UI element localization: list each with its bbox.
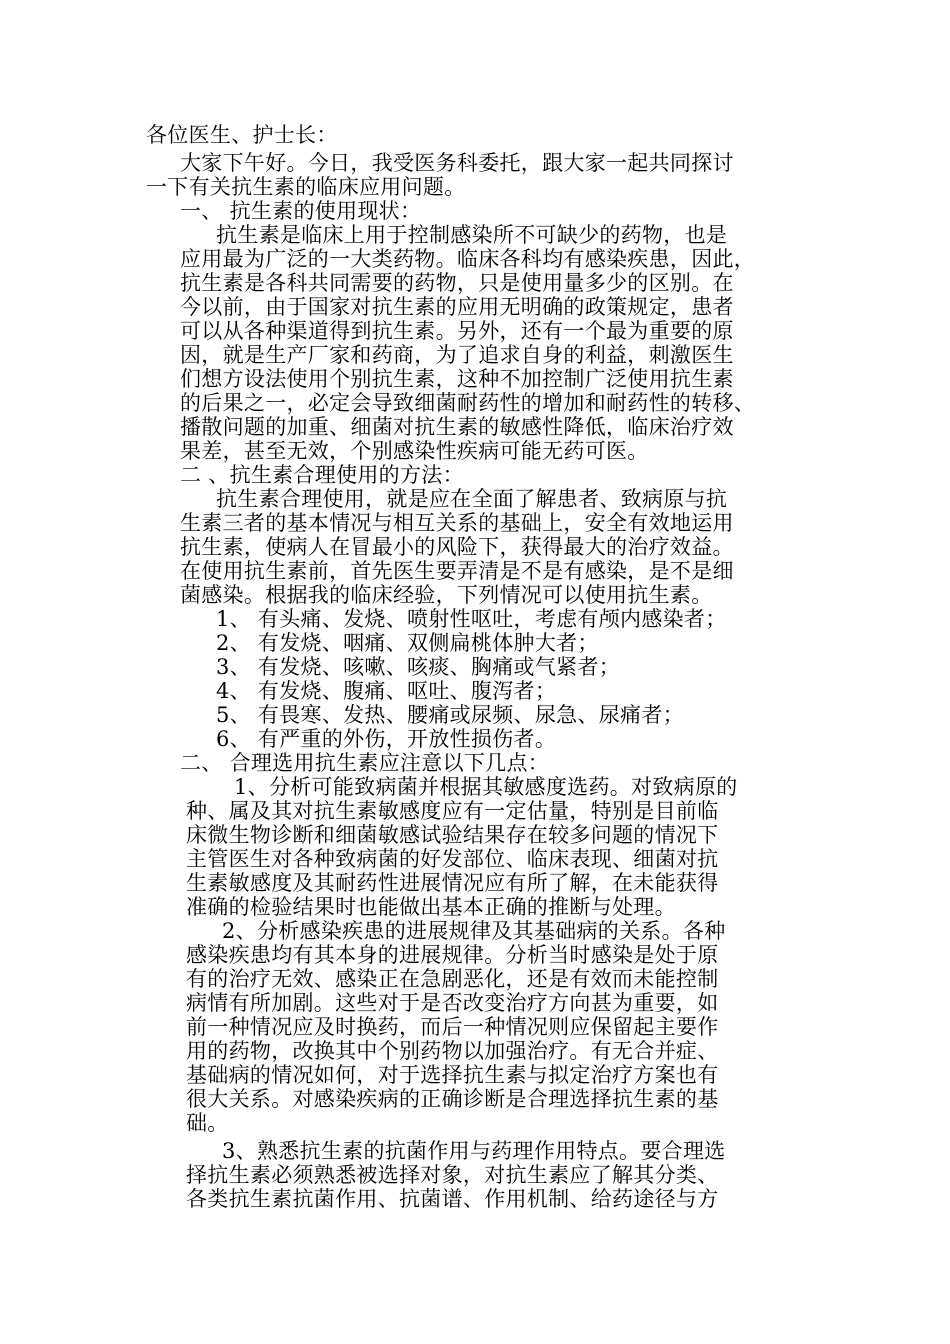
paragraph-line: 们想方设法使用个别抗生素，这种不加控制广泛使用抗生素 [180,367,734,391]
paragraph-line: 种、属及其对抗生素敏感度应有一定估量，特别是目前临 [186,799,719,823]
paragraph-line: 有的治疗无效、感染正在急剧恶化，还是有效而未能控制 [186,967,719,991]
paragraph-line: 用的药物，改换其中个别药物以加强治疗。有无合并症、 [186,1039,719,1063]
list-item: 1、 有头痛、发烧、喷射性呕吐，考虑有颅内感染者； [216,607,727,631]
paragraph-line: 各类抗生素抗菌作用、抗菌谱、作用机制、给药途径与方 [186,1187,719,1211]
paragraph-line: 2、分析感染疾患的进展规律及其基础病的关系。各种 [222,919,726,943]
paragraph-line: 病情有所加剧。这些对于是否改变治疗方向甚为重要，如 [186,991,719,1015]
paragraph-line: 生素三者的基本情况与相互关系的基础上，安全有效地运用 [180,511,734,535]
paragraph-line: 的后果之一，必定会导致细菌耐药性的增加和耐药性的转移、 [180,391,756,415]
paragraph-line: 床微生物诊断和细菌敏感试验结果存在较多问题的情况下 [186,823,719,847]
list-item: 5、 有畏寒、发热、腰痛或尿频、尿急、尿痛者； [216,703,684,727]
paragraph-line: 抗生素是各科共同需要的药物，只是使用量多少的区别。在 [180,271,734,295]
section-3-heading: 二、 合理选用抗生素应注意以下几点： [180,751,550,775]
paragraph-line: 抗生素合理使用，就是应在全面了解患者、致病原与抗 [216,487,728,511]
intro-line-2: 一下有关抗生素的临床应用问题。 [146,175,466,199]
paragraph-line: 抗生素，使病人在冒最小的风险下，获得最大的治疗效益。 [180,535,734,559]
paragraph-line: 今以前，由于国家对抗生素的应用无明确的政策规定，患者 [180,295,734,319]
paragraph-line: 准确的检验结果时也能做出基本正确的推断与处理。 [186,895,676,919]
paragraph-line: 基础病的情况如何，对于选择抗生素与拟定治疗方案也有 [186,1063,719,1087]
paragraph-line: 抗生素是临床上用于控制感染所不可缺少的药物，也是 [216,223,728,247]
paragraph-line: 感染疾患均有其本身的进展规律。分析当时感染是处于原 [186,943,719,967]
paragraph-line: 因，就是生产厂家和药商，为了追求自身的利益，刺激医生 [180,343,734,367]
paragraph-line: 在使用抗生素前，首先医生要弄清是不是有感染，是不是细 [180,559,734,583]
list-item: 3、 有发烧、咳嗽、咳痰、胸痛或气紧者； [216,655,621,679]
paragraph-line: 菌感染。根据我的临床经验，下列情况可以使用抗生素。 [180,583,713,607]
paragraph-line: 果差，甚至无效，个别感染性疾病可能无药可医。 [180,439,649,463]
paragraph-line: 生素敏感度及其耐药性进展情况应有所了解，在未能获得 [186,871,719,895]
paragraph-line: 择抗生素必须熟悉被选择对象，对抗生素应了解其分类、 [186,1163,719,1187]
paragraph-line: 3、熟悉抗生素的抗菌作用与药理作用特点。要合理选 [222,1139,726,1163]
paragraph-line: 主管医生对各种致病菌的好发部位、临床表现、细菌对抗 [186,847,719,871]
paragraph-line: 应用最为广泛的一大类药物。临床各科均有感染疾患，因此， [180,247,756,271]
paragraph-line: 可以从各种渠道得到抗生素。另外，还有一个最为重要的原 [180,319,734,343]
list-item: 4、 有发烧、腹痛、呕吐、腹泻者； [216,679,557,703]
intro-line-1: 大家下午好。今日，我受医务科委托，跟大家一起共同探讨 [180,151,734,175]
salutation: 各位医生、护士长： [146,123,338,147]
paragraph-line: 础。 [186,1111,229,1135]
section-1-heading: 一、 抗生素的使用现状： [180,199,422,223]
section-2-heading: 二 、抗生素合理使用的方法： [180,463,464,487]
paragraph-line: 播散问题的加重、细菌对抗生素的敏感性降低，临床治疗效 [180,415,734,439]
paragraph-line: 前一种情况应及时换药，而后一种情况则应保留起主要作 [186,1015,719,1039]
list-item: 6、 有严重的外伤，开放性损伤者。 [216,727,557,751]
paragraph-line: 很大关系。对感染疾病的正确诊断是合理选择抗生素的基 [186,1087,719,1111]
list-item: 2、 有发烧、咽痛、双侧扁桃体肿大者； [216,631,599,655]
paragraph-line: 1、分析可能致病菌并根据其敏感度选药。对致病原的 [234,775,738,799]
